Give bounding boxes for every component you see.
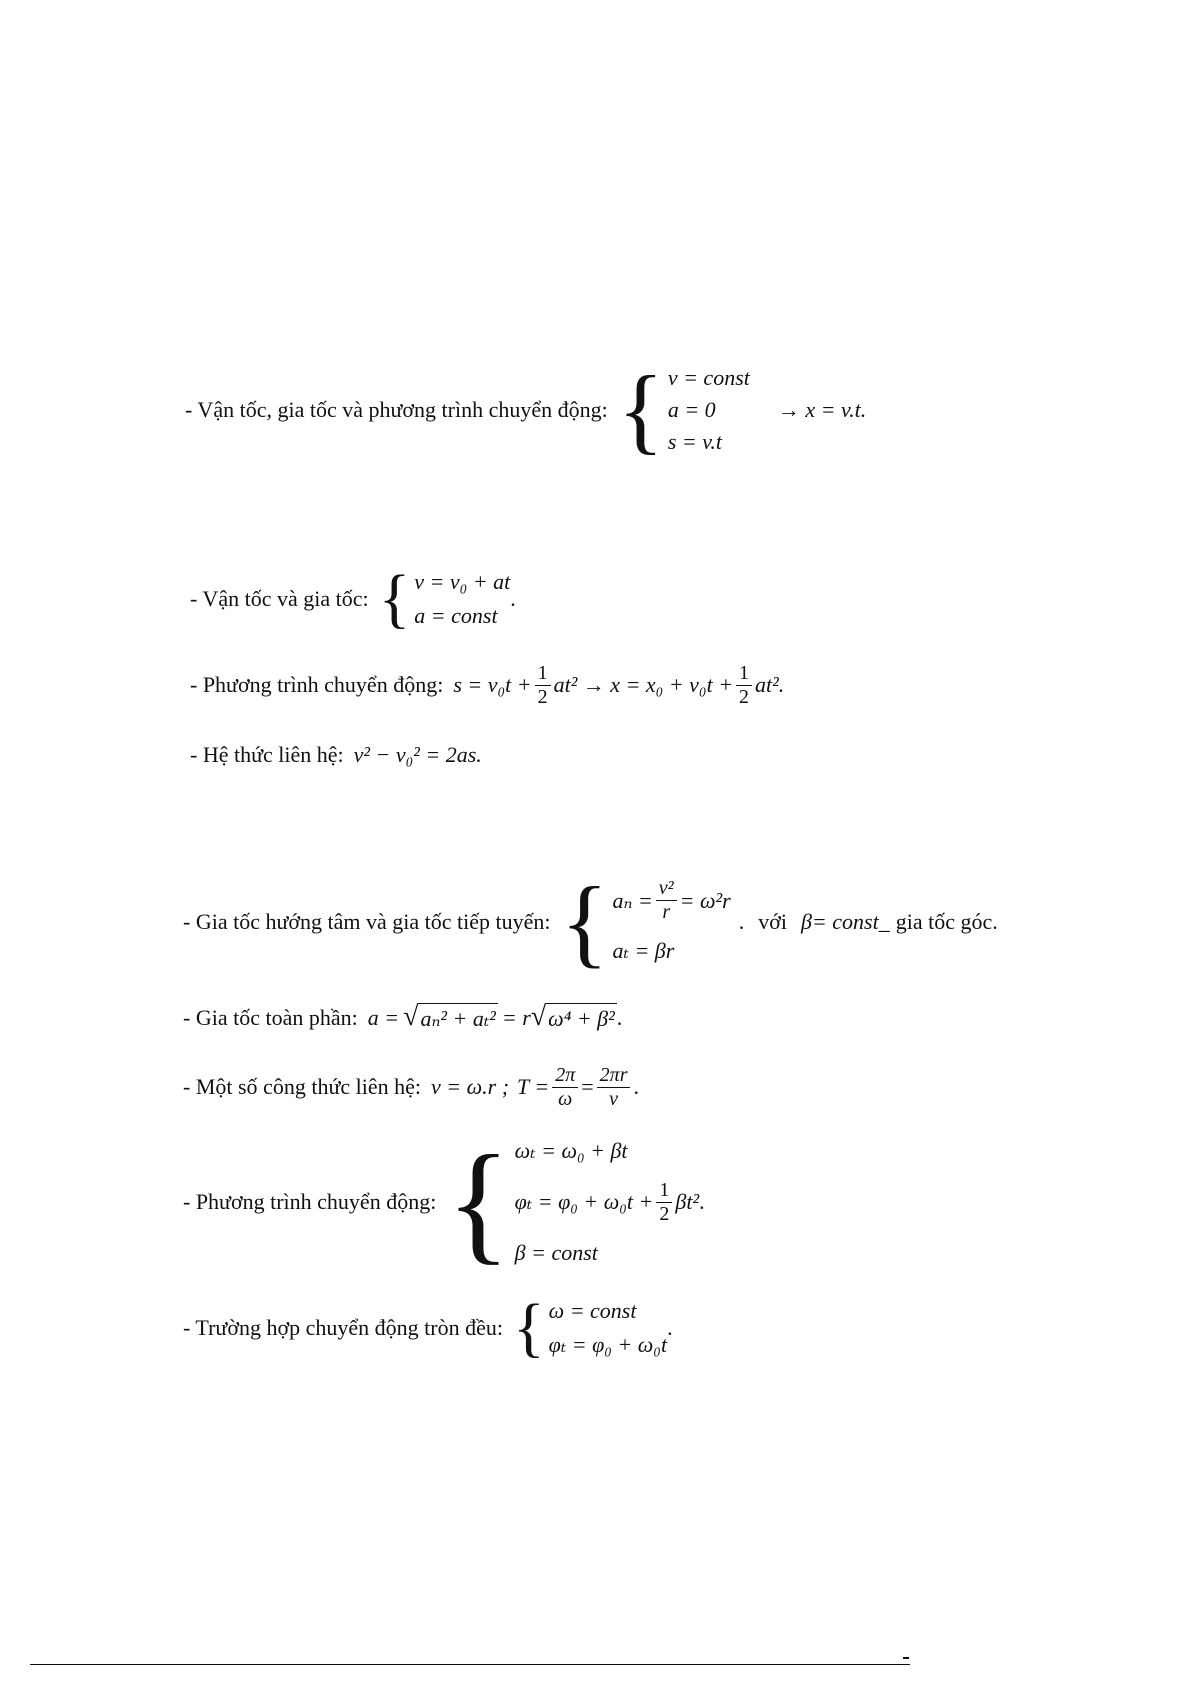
period-fraction: $\frac{2\pi r}{v}$ bbox=[597, 1064, 631, 1111]
formula-part: v = ω.r ; bbox=[431, 1074, 510, 1099]
half-fraction: $\frac{1}{2}$ bbox=[656, 1179, 672, 1226]
system-row: β = const bbox=[514, 1240, 598, 1266]
relations-line bbox=[183, 1055, 639, 1119]
system-row: a = const bbox=[414, 603, 498, 629]
left-brace: { bbox=[446, 1128, 511, 1276]
relation-formula: v² − v₀² = 2as. bbox=[353, 742, 482, 767]
formula-part: at². bbox=[755, 672, 785, 697]
motion-equation-line bbox=[190, 657, 784, 713]
system-row: a = 0 bbox=[667, 397, 716, 423]
formula-part: = r bbox=[501, 1005, 531, 1030]
system-row: s = v.t bbox=[667, 429, 722, 455]
system-row: φₜ = φ₀ + ω₀t bbox=[548, 1332, 668, 1358]
voi-text: với bbox=[758, 909, 787, 934]
total-acceleration-line bbox=[183, 995, 622, 1041]
velocity-acceleration-system bbox=[378, 562, 511, 635]
system-row: ω = const bbox=[548, 1298, 637, 1323]
page-mark bbox=[903, 1657, 909, 1659]
centripetal-tangential-line bbox=[183, 866, 998, 977]
rotational-system bbox=[446, 1128, 705, 1276]
uniform-circular-system bbox=[512, 1291, 668, 1364]
trailing-period: . bbox=[633, 1074, 639, 1099]
trailing-period: . bbox=[667, 1315, 673, 1340]
trailing-period: . bbox=[699, 1189, 705, 1215]
left-brace: { bbox=[560, 866, 609, 977]
footer-rule bbox=[30, 1664, 910, 1665]
system-row: aₙ = $\frac{\text{v²}}{r}$ = ω²r bbox=[612, 877, 731, 924]
relation-line bbox=[190, 735, 482, 775]
velocity-acceleration-label: - Vận tốc và gia tốc: bbox=[190, 586, 369, 611]
trailing-period: . bbox=[510, 586, 516, 611]
total-acceleration-label: - Gia tốc toàn phần: bbox=[183, 1005, 358, 1030]
system-row: v = const bbox=[667, 365, 750, 390]
uniform-motion-line bbox=[185, 356, 867, 463]
period-fraction: $\frac{2\pi}{\omega}$ bbox=[552, 1064, 578, 1111]
rotational-equation-label: - Phương trình chuyển động: bbox=[183, 1189, 437, 1214]
left-brace: { bbox=[512, 1291, 545, 1364]
formula-part: T = bbox=[517, 1074, 550, 1099]
relations-label: - Một số công thức liên hệ: bbox=[183, 1074, 421, 1099]
uniform-motion-result: → x = v.t. bbox=[777, 397, 867, 422]
uniform-motion-label: - Vận tốc, gia tốc và phương trình chuyển động: bbox=[185, 397, 608, 422]
beta-const: β= const_ bbox=[800, 909, 890, 934]
rotational-equation-line bbox=[183, 1128, 705, 1276]
uniform-motion-system bbox=[617, 356, 750, 463]
motion-equation-label: - Phương trình chuyển động: bbox=[190, 672, 444, 697]
centripetal-tangential-label: - Gia tốc hướng tâm và gia tốc tiếp tuyến: bbox=[183, 909, 551, 934]
formula-part: = bbox=[581, 1074, 594, 1099]
system-row: φₜ = φ₀ + ω₀t + $\frac{1}{2}$ βt² . bbox=[514, 1178, 705, 1225]
square-root: √ ω⁴ + β² bbox=[530, 1001, 615, 1033]
half-fraction: $\frac{1}{2}$ bbox=[535, 662, 551, 709]
angular-acceleration-text: gia tốc góc. bbox=[895, 909, 998, 934]
acceleration-system bbox=[560, 866, 731, 977]
v-squared-over-r: $\frac{\text{v²}}{r}$ bbox=[656, 877, 677, 924]
accelerated-velocity-line bbox=[190, 564, 516, 634]
left-brace: { bbox=[617, 356, 664, 463]
trailing-period: . bbox=[616, 1005, 623, 1030]
left-brace: { bbox=[378, 562, 411, 635]
formula-part: s = v₀t + bbox=[453, 672, 532, 697]
trailing-period: . bbox=[738, 909, 745, 934]
uniform-circular-label: - Trường hợp chuyển động tròn đều: bbox=[183, 1315, 503, 1340]
relation-label: - Hệ thức liên hệ: bbox=[190, 742, 344, 767]
system-row: ωₜ = ω₀ + βt bbox=[514, 1138, 628, 1163]
square-root: √ aₙ² + aₜ² bbox=[403, 1001, 496, 1033]
formula-part: a = bbox=[367, 1005, 400, 1030]
system-row: aₜ = βr bbox=[612, 937, 675, 963]
uniform-circular-line bbox=[183, 1293, 673, 1363]
system-row: v = v₀ + at bbox=[414, 569, 511, 594]
formula-part: at² → x = x₀ + v₀t + bbox=[553, 672, 734, 697]
half-fraction: $\frac{1}{2}$ bbox=[736, 662, 752, 709]
